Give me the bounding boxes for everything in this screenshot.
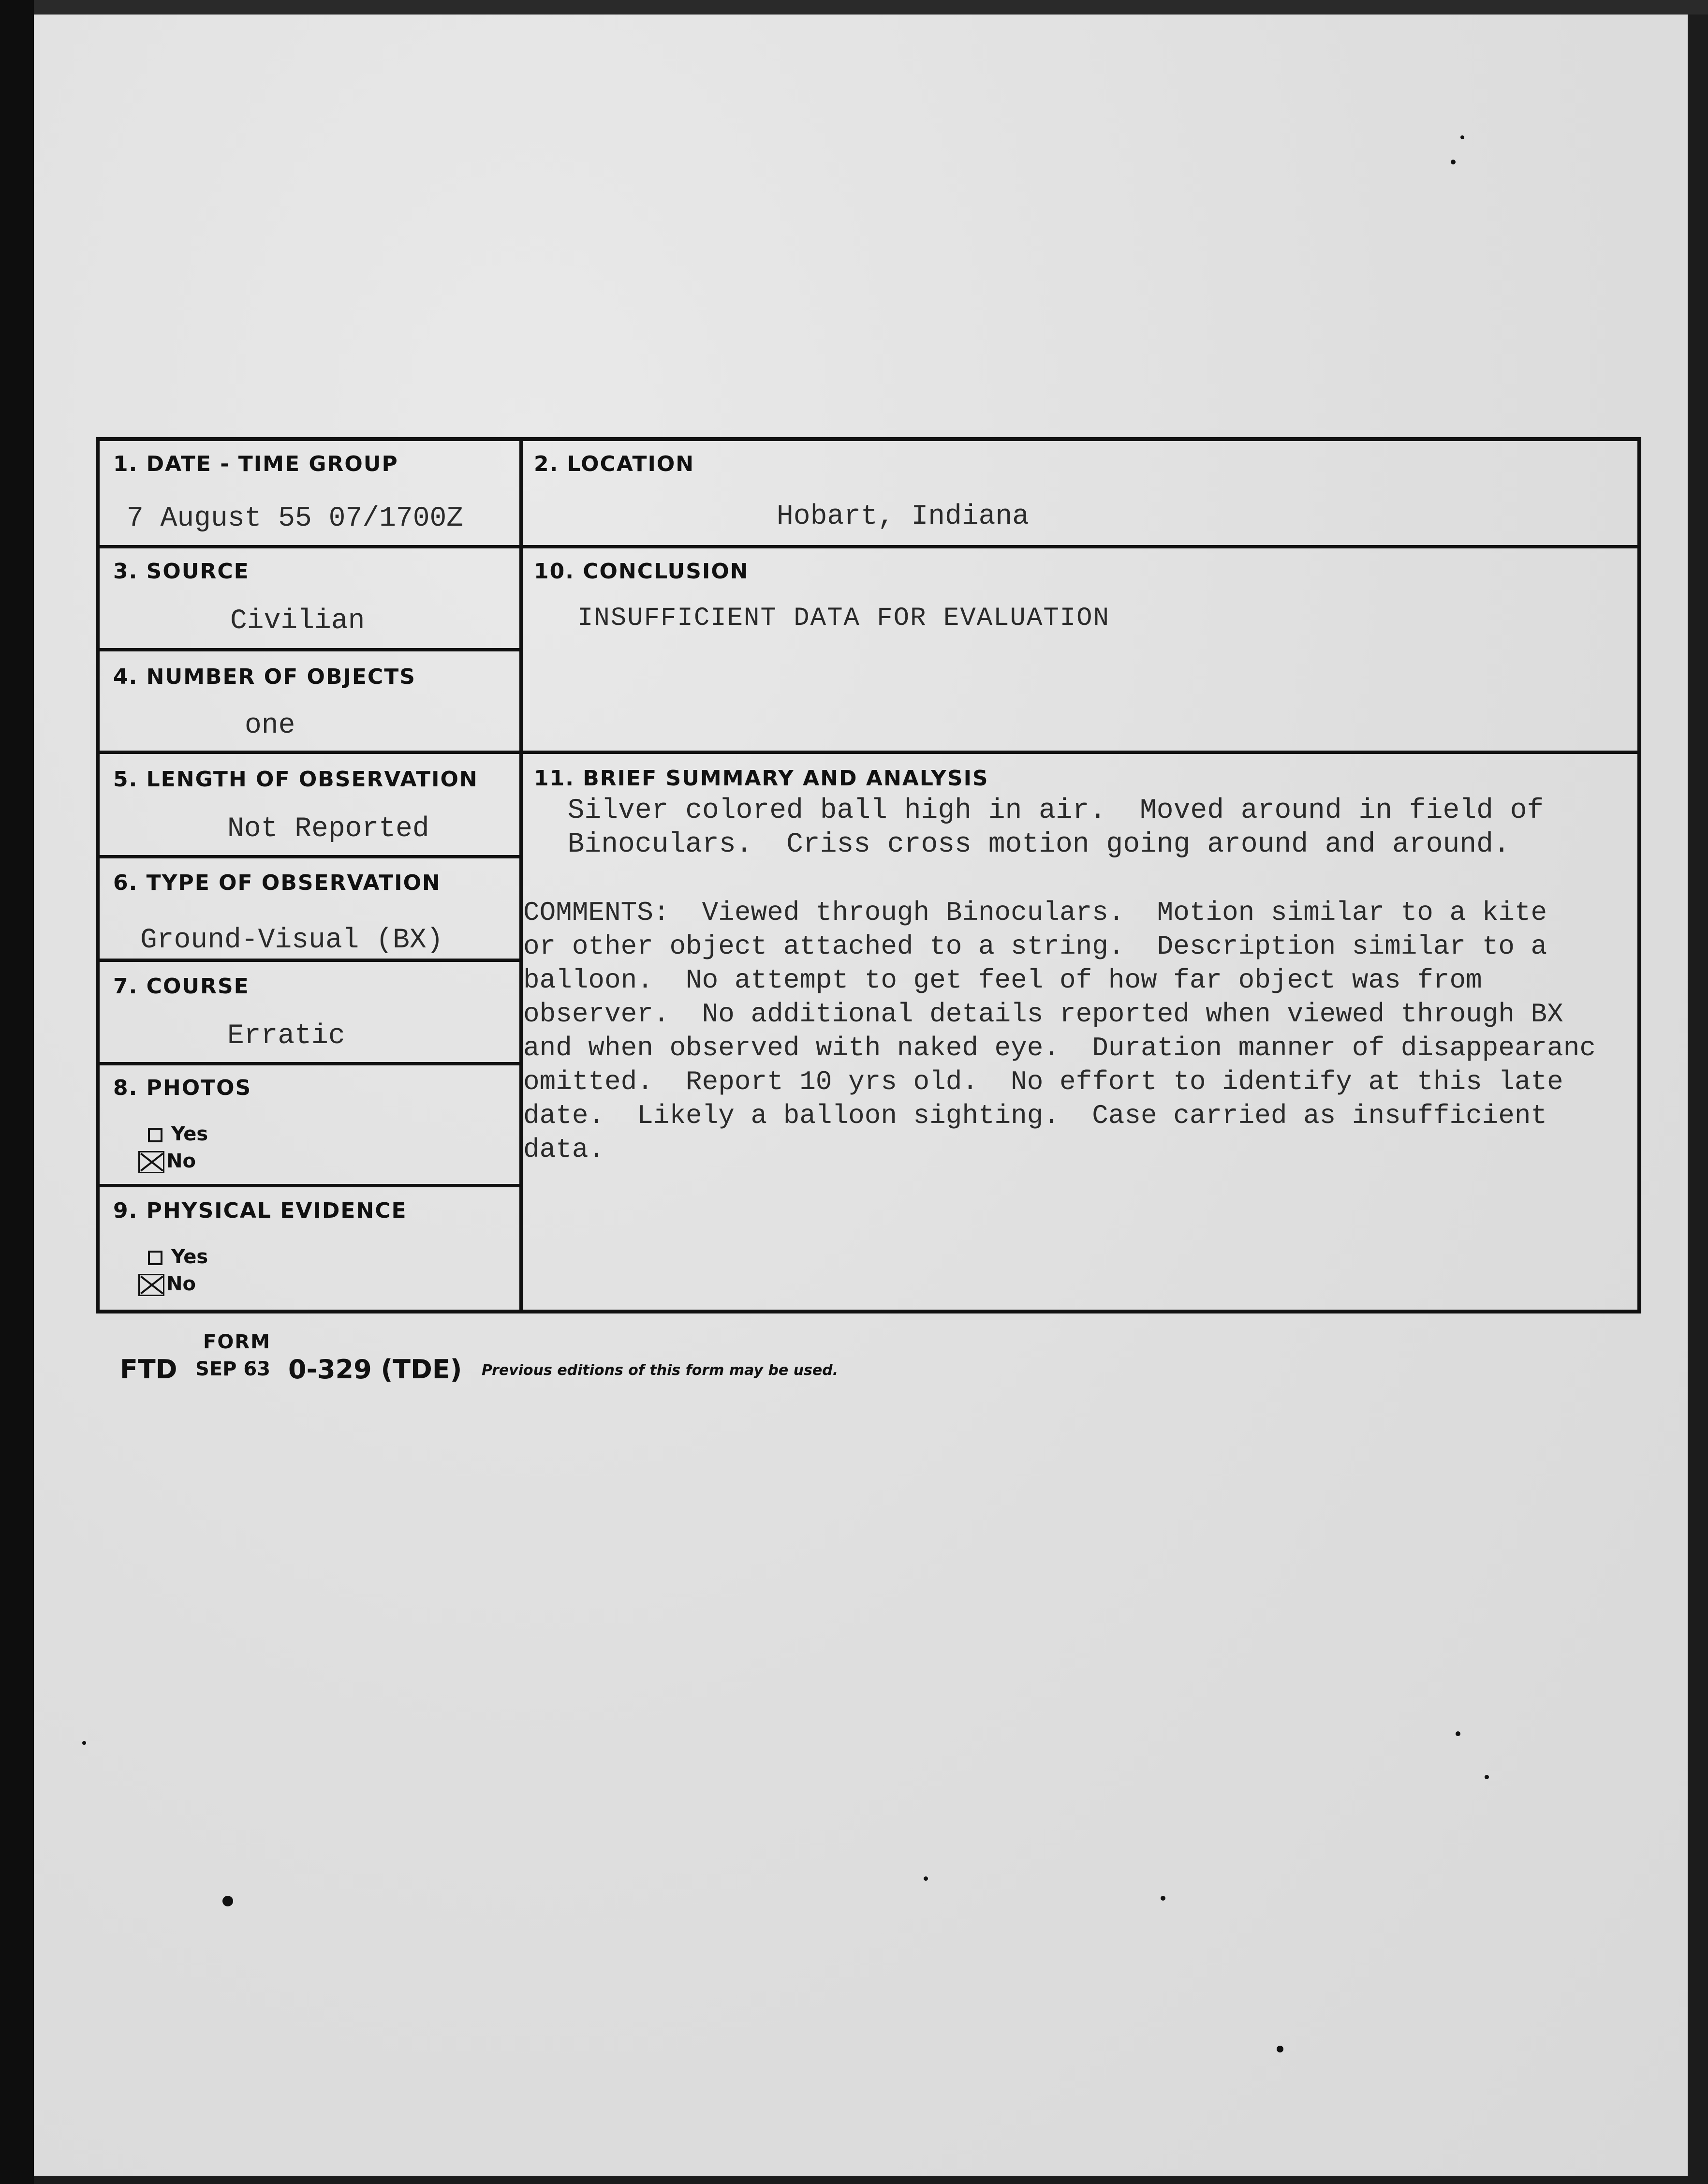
number-of-objects-label: 4. NUMBER OF OBJECTS — [113, 664, 416, 689]
comments-line: data. — [523, 1134, 605, 1165]
photos-no-text: No — [166, 1150, 196, 1172]
row-divider — [519, 545, 1637, 548]
course-value: Erratic — [227, 1020, 345, 1052]
type-of-observation-label: 6. TYPE OF OBSERVATION — [113, 871, 441, 895]
speck — [1460, 135, 1464, 139]
speck — [1451, 160, 1456, 164]
comments-line: or other object attached to a string. Description similar to a — [523, 931, 1547, 962]
row-divider — [519, 751, 1637, 754]
comments-line: and when observed with naked eye. Duration manner of disappearanc — [523, 1033, 1596, 1063]
course-label: 7. COURSE — [113, 974, 250, 999]
comments-line: omitted. Report 10 yrs old. No effort to identify at this late — [523, 1066, 1563, 1097]
speck — [1485, 1775, 1489, 1779]
location-value: Hobart, Indiana — [777, 501, 1030, 532]
comments-line: date. Likely a balloon sighting. Case carried as insufficient — [523, 1100, 1547, 1131]
date-time-value: 7 August 55 07/1700Z — [127, 503, 464, 534]
photos-no-option — [138, 1150, 196, 1173]
footer-note: Previous editions of this form may be used. — [482, 1362, 839, 1379]
checkbox-empty-icon — [148, 1251, 162, 1265]
scan-left-edge — [0, 0, 34, 2184]
footer-form-word: FORM — [203, 1331, 271, 1353]
physical-evidence-yes-text: Yes — [171, 1246, 208, 1268]
footer-date: SEP 63 — [195, 1358, 271, 1380]
location-label: 2. LOCATION — [534, 452, 695, 476]
length-of-observation-label: 5. LENGTH OF OBSERVATION — [113, 767, 478, 792]
speck — [1456, 1731, 1460, 1736]
speck — [1161, 1896, 1165, 1901]
speck — [924, 1876, 928, 1881]
date-time-label: 1. DATE - TIME GROUP — [113, 452, 398, 476]
checkbox-checked-icon — [138, 1151, 164, 1173]
speck — [1277, 2046, 1283, 2052]
report-form — [96, 437, 1641, 1313]
footer-form-number: 0-329 (TDE) — [288, 1354, 462, 1385]
conclusion-value: INSUFFICIENT DATA FOR EVALUATION — [577, 604, 1110, 633]
checkbox-empty-icon — [148, 1128, 162, 1142]
row-divider — [100, 545, 519, 548]
footer-ftd: FTD — [120, 1354, 177, 1385]
summary-text — [534, 794, 1544, 862]
row-divider — [100, 1184, 519, 1187]
type-of-observation-value: Ground-Visual (BX) — [140, 925, 443, 956]
photos-label: 8. PHOTOS — [113, 1076, 252, 1100]
source-label: 3. SOURCE — [113, 559, 250, 584]
column-divider — [519, 441, 523, 1310]
speck — [222, 1896, 233, 1906]
summary-line: Silver colored ball high in air. Moved around in field of — [534, 795, 1544, 826]
physical-evidence-no-option — [138, 1273, 196, 1296]
row-divider — [100, 1062, 519, 1065]
photos-yes-option — [148, 1123, 208, 1145]
row-divider — [100, 751, 519, 754]
source-value: Civilian — [230, 605, 365, 637]
physical-evidence-no-text: No — [166, 1273, 196, 1295]
physical-evidence-label: 9. PHYSICAL EVIDENCE — [113, 1198, 407, 1223]
comments-line: balloon. No attempt to get feel of how far object was from — [523, 965, 1482, 996]
row-divider — [100, 959, 519, 962]
scan-top-edge — [0, 0, 1708, 15]
row-divider — [100, 648, 519, 651]
row-divider — [100, 855, 519, 858]
physical-evidence-yes-option — [148, 1246, 208, 1268]
speck — [82, 1741, 86, 1745]
photos-yes-text: Yes — [171, 1123, 208, 1145]
number-of-objects-value: one — [245, 710, 295, 741]
summary-label: 11. BRIEF SUMMARY AND ANALYSIS — [534, 766, 989, 791]
conclusion-label: 10. CONCLUSION — [534, 559, 749, 584]
length-of-observation-value: Not Reported — [227, 813, 429, 845]
summary-line: Binoculars. Criss cross motion going around and around. — [534, 829, 1510, 860]
comments-line: COMMENTS: Viewed through Binoculars. Motion similar to a kite — [523, 897, 1547, 928]
checkbox-checked-icon — [138, 1274, 164, 1296]
comments-line: observer. No additional details reported when viewed through BX — [523, 999, 1563, 1030]
comments-text — [523, 896, 1596, 1166]
